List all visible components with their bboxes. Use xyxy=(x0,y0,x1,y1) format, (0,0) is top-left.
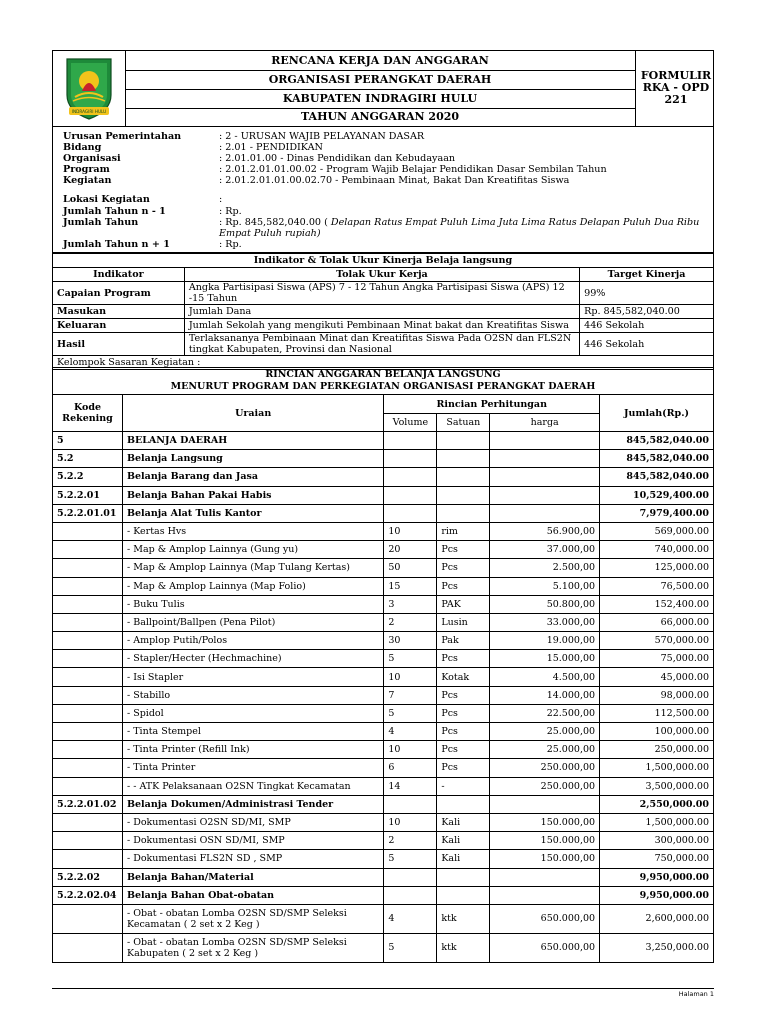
cell-satuan: ktk xyxy=(437,933,490,962)
cell-volume: 4 xyxy=(384,904,437,933)
cell-kode xyxy=(53,850,123,868)
cell-uraian: - Dokumentasi FLS2N SD , SMP xyxy=(122,850,383,868)
cell-harga: 14.000,00 xyxy=(490,686,600,704)
cell-jumlah: 9,950,000.00 xyxy=(600,868,714,886)
cell-jumlah: 75,000.00 xyxy=(600,650,714,668)
table-row xyxy=(53,904,714,933)
cell-kode: 5.2 xyxy=(53,450,123,468)
cell-volume xyxy=(384,486,437,504)
cell-kode xyxy=(53,668,123,686)
cell-harga: 37.000,00 xyxy=(490,541,600,559)
cell-kode xyxy=(53,704,123,722)
indicator-table xyxy=(52,253,714,370)
cell-harga: 19.000,00 xyxy=(490,632,600,650)
indicator-row xyxy=(53,333,714,356)
cell-volume xyxy=(384,504,437,522)
formulir-line-1: FORMULIR xyxy=(640,69,712,82)
cell-harga: 33.000,00 xyxy=(490,613,600,631)
cell-jumlah: 250,000.00 xyxy=(600,741,714,759)
cell-satuan xyxy=(437,886,490,904)
cell-harga: 150.000,00 xyxy=(490,850,600,868)
table-row xyxy=(53,650,714,668)
table-row xyxy=(53,559,714,577)
cell-kode: 5.2.2.01.01 xyxy=(53,504,123,522)
cell-volume: 5 xyxy=(384,850,437,868)
cell-kode xyxy=(53,613,123,631)
cell-volume: 10 xyxy=(384,668,437,686)
cell-satuan: rim xyxy=(437,522,490,540)
cell-uraian: - Tinta Printer xyxy=(122,759,383,777)
cell-volume: 14 xyxy=(384,777,437,795)
lokasi-value: : xyxy=(219,194,223,205)
harga-header: harga xyxy=(490,414,600,432)
cell-harga: 5.100,00 xyxy=(490,577,600,595)
cell-satuan: ktk xyxy=(437,904,490,933)
cell-satuan: Kali xyxy=(437,832,490,850)
cell-uraian: Belanja Barang dan Jasa xyxy=(122,468,383,486)
cell-jumlah: 100,000.00 xyxy=(600,723,714,741)
cell-harga: 150.000,00 xyxy=(490,832,600,850)
cell-jumlah: 45,000.00 xyxy=(600,668,714,686)
cell-satuan xyxy=(437,486,490,504)
cell-volume: 5 xyxy=(384,704,437,722)
cell-uraian: - Spidol xyxy=(122,704,383,722)
cell-uraian: - Map & Amplop Lainnya (Map Folio) xyxy=(122,577,383,595)
cell-uraian: Belanja Bahan Pakai Habis xyxy=(122,486,383,504)
cell-jumlah: 750,000.00 xyxy=(600,850,714,868)
cell-uraian: - Map & Amplop Lainnya (Gung yu) xyxy=(122,541,383,559)
cell-volume: 10 xyxy=(384,813,437,831)
cell-jumlah: 125,000.00 xyxy=(600,559,714,577)
tolak-ukur-header: Tolak Ukur Kerja xyxy=(184,268,579,282)
cell-uraian: - Kertas Hvs xyxy=(122,522,383,540)
cell-uraian: - Map & Amplop Lainnya (Map Tulang Kertas) xyxy=(122,559,383,577)
formulir-line-3: 221 xyxy=(664,93,688,106)
cell-volume: 4 xyxy=(384,723,437,741)
indicator-desc: Jumlah Sekolah yang mengikuti Pembinaan Minat bakat dan Kreatifitas Siswa xyxy=(184,319,579,333)
cell-satuan: Pcs xyxy=(437,723,490,741)
cell-harga: 650.000,00 xyxy=(490,904,600,933)
cell-harga: 15.000,00 xyxy=(490,650,600,668)
cell-uraian: - Stabillo xyxy=(122,686,383,704)
indicator-label: Hasil xyxy=(53,333,185,356)
indicator-target: 99% xyxy=(580,282,714,305)
organisasi-value: : 2.01.01.00 - Dinas Pendidikan dan Kebudayaan xyxy=(219,153,456,164)
cell-uraian: - Obat - obatan Lomba O2SN SD/SMP Seleksi Kabupaten ( 2 set x 2 Keg ) xyxy=(122,933,383,962)
cell-harga: 650.000,00 xyxy=(490,933,600,962)
cell-volume: 10 xyxy=(384,522,437,540)
cell-uraian: - Stapler/Hecter (Hechmachine) xyxy=(122,650,383,668)
indicator-header: Indikator xyxy=(53,268,185,282)
cell-kode xyxy=(53,686,123,704)
cell-satuan: Kali xyxy=(437,850,490,868)
cell-volume: 3 xyxy=(384,595,437,613)
lokasi-label: Lokasi Kegiatan xyxy=(63,194,150,205)
cell-harga xyxy=(490,450,600,468)
logo-text: INDRAGIRI HULU xyxy=(71,109,107,114)
cell-uraian: - Tinta Printer (Refill Ink) xyxy=(122,741,383,759)
cell-uraian: Belanja Bahan Obat-obatan xyxy=(122,886,383,904)
info-block xyxy=(52,127,714,253)
cell-volume xyxy=(384,450,437,468)
title-line-2: ORGANISASI PERANGKAT DAERAH xyxy=(125,70,635,90)
cell-jumlah: 2,600,000.00 xyxy=(600,904,714,933)
cell-jumlah: 98,000.00 xyxy=(600,686,714,704)
cell-kode: 5.2.2.01 xyxy=(53,486,123,504)
page-label: Halaman 1 xyxy=(678,990,714,998)
cell-kode xyxy=(53,933,123,962)
indicator-row xyxy=(53,319,714,333)
cell-uraian: - Obat - obatan Lomba O2SN SD/SMP Seleksi Kecamatan ( 2 set x 2 Keg ) xyxy=(122,904,383,933)
cell-volume: 5 xyxy=(384,650,437,668)
table-row xyxy=(53,741,714,759)
cell-kode xyxy=(53,559,123,577)
cell-kode xyxy=(53,522,123,540)
kode-header: Kode Rekening xyxy=(53,395,123,432)
indicator-label: Capaian Program xyxy=(53,282,185,305)
bidang-label: Bidang xyxy=(63,142,102,153)
cell-jumlah: 112,500.00 xyxy=(600,704,714,722)
kegiatan-value: : 2.01.2.01.01.00.02.70 - Pembinaan Minat, Bakat Dan Kreatifitas Siswa xyxy=(219,175,570,186)
cell-harga: 250.000,00 xyxy=(490,777,600,795)
cell-kode xyxy=(53,632,123,650)
cell-kode xyxy=(53,650,123,668)
rincian-title xyxy=(53,368,714,395)
table-row xyxy=(53,468,714,486)
table-row xyxy=(53,868,714,886)
cell-jumlah: 1,500,000.00 xyxy=(600,759,714,777)
cell-volume: 20 xyxy=(384,541,437,559)
rincian-title-line-1: RINCIAN ANGGARAN BELANJA LANGSUNG xyxy=(265,369,501,380)
cell-jumlah: 1,500,000.00 xyxy=(600,813,714,831)
cell-uraian: - - ATK Pelaksanaan O2SN Tingkat Kecamatan xyxy=(122,777,383,795)
cell-harga: 250.000,00 xyxy=(490,759,600,777)
table-row xyxy=(53,504,714,522)
cell-kode: 5 xyxy=(53,432,123,450)
cell-satuan xyxy=(437,432,490,450)
indicator-target: Rp. 845,582,040.00 xyxy=(580,305,714,319)
title-line-1: RENCANA KERJA DAN ANGGARAN xyxy=(125,51,635,71)
cell-uraian: - Tinta Stempel xyxy=(122,723,383,741)
cell-kode: 5.2.2 xyxy=(53,468,123,486)
form-header xyxy=(52,50,714,127)
volume-header: Volume xyxy=(384,414,437,432)
cell-satuan: Pcs xyxy=(437,559,490,577)
cell-satuan xyxy=(437,450,490,468)
cell-harga xyxy=(490,486,600,504)
indicator-label: Keluaran xyxy=(53,319,185,333)
cell-harga: 4.500,00 xyxy=(490,668,600,686)
cell-harga: 2.500,00 xyxy=(490,559,600,577)
cell-uraian: Belanja Bahan/Material xyxy=(122,868,383,886)
cell-satuan: Pcs xyxy=(437,704,490,722)
table-row xyxy=(53,577,714,595)
indicator-row xyxy=(53,305,714,319)
bidang-value: : 2.01 - PENDIDIKAN xyxy=(219,142,323,153)
cell-volume xyxy=(384,868,437,886)
cell-jumlah: 740,000.00 xyxy=(600,541,714,559)
cell-kode xyxy=(53,832,123,850)
cell-jumlah: 3,500,000.00 xyxy=(600,777,714,795)
table-row xyxy=(53,632,714,650)
cell-satuan xyxy=(437,468,490,486)
cell-jumlah: 300,000.00 xyxy=(600,832,714,850)
satuan-header: Satuan xyxy=(437,414,490,432)
cell-jumlah: 845,582,040.00 xyxy=(600,450,714,468)
cell-volume: 15 xyxy=(384,577,437,595)
table-row xyxy=(53,668,714,686)
indicator-desc: Angka Partisipasi Siswa (APS) 7 - 12 Tahun Angka Partisipasi Siswa (APS) 12 -15 Tahun xyxy=(184,282,579,305)
tahun-label: Jumlah Tahun xyxy=(63,217,139,228)
cell-volume: 50 xyxy=(384,559,437,577)
table-row xyxy=(53,759,714,777)
indicator-target: 446 Sekolah xyxy=(580,333,714,356)
cell-kode xyxy=(53,541,123,559)
table-row xyxy=(53,522,714,540)
cell-harga: 150.000,00 xyxy=(490,813,600,831)
cell-harga: 22.500,00 xyxy=(490,704,600,722)
cell-volume: 10 xyxy=(384,741,437,759)
cell-volume: 30 xyxy=(384,632,437,650)
cell-satuan: Pcs xyxy=(437,541,490,559)
cell-volume: 6 xyxy=(384,759,437,777)
cell-jumlah: 570,000.00 xyxy=(600,632,714,650)
table-row xyxy=(53,933,714,962)
cell-volume xyxy=(384,886,437,904)
title-line-3: KABUPATEN INDRAGIRI HULU xyxy=(125,89,635,109)
cell-satuan: Pcs xyxy=(437,741,490,759)
program-value: : 2.01.2.01.01.00.02 - Program Wajib Belajar Pendidikan Dasar Sembilan Tahun xyxy=(219,164,607,175)
cell-volume xyxy=(384,468,437,486)
cell-harga xyxy=(490,432,600,450)
cell-kode xyxy=(53,759,123,777)
table-row xyxy=(53,450,714,468)
urusan-label: Urusan Pemerintahan xyxy=(63,131,182,142)
cell-uraian: - Amplop Putih/Polos xyxy=(122,632,383,650)
cell-jumlah: 845,582,040.00 xyxy=(600,432,714,450)
program-label: Program xyxy=(63,164,110,175)
formulir-line-2: RKA - OPD xyxy=(642,81,710,94)
cell-satuan: - xyxy=(437,777,490,795)
cell-uraian: - Isi Stapler xyxy=(122,668,383,686)
cell-kode: 5.2.2.01.02 xyxy=(53,795,123,813)
cell-kode: 5.2.2.02 xyxy=(53,868,123,886)
indicator-target: 446 Sekolah xyxy=(580,319,714,333)
indicator-desc: Terlaksananya Pembinaan Minat dan Kreatifitas Siswa Pada O2SN dan FLS2N tingkat Kabupaten, Provinsi dan Nasional xyxy=(184,333,579,356)
table-row xyxy=(53,795,714,813)
title-line-4: TAHUN ANGGARAN 2020 xyxy=(300,110,460,123)
cell-uraian: Belanja Dokumen/Administrasi Tender xyxy=(122,795,383,813)
cell-jumlah: 10,529,400.00 xyxy=(600,486,714,504)
cell-kode xyxy=(53,741,123,759)
table-row xyxy=(53,813,714,831)
cell-jumlah: 7,979,400.00 xyxy=(600,504,714,522)
table-row xyxy=(53,850,714,868)
cell-harga xyxy=(490,868,600,886)
cell-uraian: - Ballpoint/Ballpen (Pena Pilot) xyxy=(122,613,383,631)
indicator-desc: Jumlah Dana xyxy=(184,305,579,319)
cell-volume: 2 xyxy=(384,613,437,631)
formulir-code xyxy=(637,51,715,126)
tahun-words-2: Empat Puluh rupiah) xyxy=(219,228,321,239)
cell-jumlah: 3,250,000.00 xyxy=(600,933,714,962)
cell-harga xyxy=(490,468,600,486)
cell-harga xyxy=(490,504,600,522)
tahun-amount: : Rp. 845,582,040.00 ( xyxy=(219,217,328,228)
cell-harga: 56.900,00 xyxy=(490,522,600,540)
tahun-p1-label: Jumlah Tahun n + 1 xyxy=(63,239,170,250)
rincian-table xyxy=(52,367,714,963)
kegiatan-label: Kegiatan xyxy=(63,175,112,186)
cell-jumlah: 569,000.00 xyxy=(600,522,714,540)
footer-divider xyxy=(52,988,714,989)
jumlah-header: Jumlah(Rp.) xyxy=(600,395,714,432)
rincian-title-line-2: MENURUT PROGRAM DAN PERKEGIATAN ORGANISASI PERANGKAT DAERAH xyxy=(170,381,596,392)
cell-volume: 7 xyxy=(384,686,437,704)
table-row xyxy=(53,595,714,613)
cell-satuan xyxy=(437,868,490,886)
cell-satuan: Pcs xyxy=(437,759,490,777)
cell-harga xyxy=(490,795,600,813)
cell-uraian: - Dokumentasi O2SN SD/MI, SMP xyxy=(122,813,383,831)
organisasi-label: Organisasi xyxy=(63,153,121,164)
cell-satuan xyxy=(437,795,490,813)
cell-satuan: Pak xyxy=(437,632,490,650)
cell-satuan: Pcs xyxy=(437,577,490,595)
cell-kode xyxy=(53,777,123,795)
cell-jumlah: 66,000.00 xyxy=(600,613,714,631)
table-row xyxy=(53,432,714,450)
rincian-body xyxy=(53,432,714,963)
cell-satuan xyxy=(437,504,490,522)
tahun-n1-value: : Rp. xyxy=(219,206,242,217)
tahun-n1-label: Jumlah Tahun n - 1 xyxy=(63,206,166,217)
table-row xyxy=(53,686,714,704)
cell-satuan: Kotak xyxy=(437,668,490,686)
cell-volume: 2 xyxy=(384,832,437,850)
cell-kode: 5.2.2.02.04 xyxy=(53,886,123,904)
table-row xyxy=(53,541,714,559)
cell-satuan: PAK xyxy=(437,595,490,613)
cell-uraian: Belanja Alat Tulis Kantor xyxy=(122,504,383,522)
cell-jumlah: 845,582,040.00 xyxy=(600,468,714,486)
urusan-value: : 2 - URUSAN WAJIB PELAYANAN DASAR xyxy=(219,131,425,142)
indicator-title: Indikator & Tolak Ukur Kinerja Belaja langsung xyxy=(53,254,714,268)
title-block xyxy=(125,51,636,126)
tahun-words: Delapan Ratus Empat Puluh Lima Juta Lima Ratus Delapan Puluh Dua Ribu xyxy=(327,217,700,228)
cell-uraian: - Dokumentasi OSN SD/MI, SMP xyxy=(122,832,383,850)
kelompok-sasaran: Kelompok Sasaran Kegiatan : xyxy=(53,356,714,370)
cell-uraian: - Buku Tulis xyxy=(122,595,383,613)
indicator-label: Masukan xyxy=(53,305,185,319)
cell-kode xyxy=(53,904,123,933)
table-row xyxy=(53,704,714,722)
table-row xyxy=(53,486,714,504)
cell-satuan: Pcs xyxy=(437,686,490,704)
rincian-header: Rincian Perhitungan xyxy=(384,395,600,414)
cell-kode xyxy=(53,595,123,613)
table-row xyxy=(53,832,714,850)
cell-uraian: Belanja Langsung xyxy=(122,450,383,468)
cell-volume: 5 xyxy=(384,933,437,962)
table-row xyxy=(53,723,714,741)
cell-satuan: Pcs xyxy=(437,650,490,668)
tahun-value xyxy=(219,217,709,228)
cell-harga: 25.000,00 xyxy=(490,723,600,741)
indicator-row xyxy=(53,282,714,305)
cell-satuan: Kali xyxy=(437,813,490,831)
regency-emblem-icon xyxy=(53,51,125,126)
target-header: Target Kinerja xyxy=(580,268,714,282)
table-row xyxy=(53,886,714,904)
cell-jumlah: 152,400.00 xyxy=(600,595,714,613)
tahun-p1-value: : Rp. xyxy=(219,239,242,250)
cell-harga: 50.800,00 xyxy=(490,595,600,613)
uraian-header: Uraian xyxy=(122,395,383,432)
cell-satuan: Lusin xyxy=(437,613,490,631)
cell-kode xyxy=(53,813,123,831)
cell-kode xyxy=(53,723,123,741)
cell-harga xyxy=(490,886,600,904)
cell-jumlah: 76,500.00 xyxy=(600,577,714,595)
table-row xyxy=(53,613,714,631)
cell-volume xyxy=(384,795,437,813)
logo-cell xyxy=(53,51,126,126)
cell-uraian: BELANJA DAERAH xyxy=(122,432,383,450)
cell-jumlah: 2,550,000.00 xyxy=(600,795,714,813)
table-row xyxy=(53,777,714,795)
cell-volume xyxy=(384,432,437,450)
cell-jumlah: 9,950,000.00 xyxy=(600,886,714,904)
cell-harga: 25.000,00 xyxy=(490,741,600,759)
cell-kode xyxy=(53,577,123,595)
